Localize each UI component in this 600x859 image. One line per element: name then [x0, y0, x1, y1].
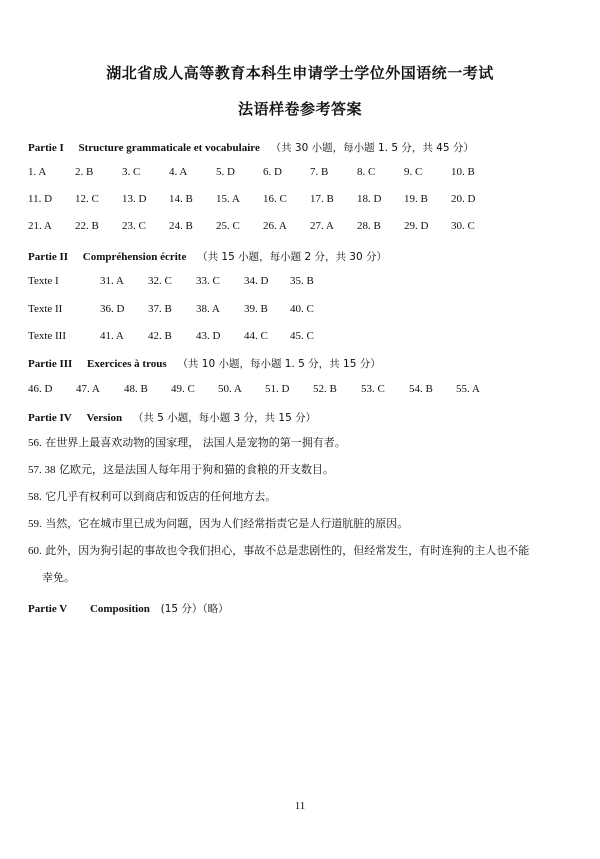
texte-label: Texte II	[28, 303, 63, 315]
item-number: 58.	[28, 491, 42, 503]
page-number: 11	[294, 800, 306, 812]
answer-item: 35. B	[290, 275, 314, 287]
answer-item: 27. A	[310, 220, 334, 232]
part5-heading	[28, 601, 229, 616]
answer-item: 12. C	[75, 193, 99, 205]
answer-item: 19. B	[404, 193, 428, 205]
texte-label: Texte I	[28, 275, 59, 287]
answer-item: 20. D	[451, 193, 476, 205]
answer-item: 54. B	[409, 383, 433, 395]
answer-item: 47. A	[76, 383, 100, 395]
item-text: 此外，因为狗引起的事故也令我们担心，事故不总是悲剧性的，但经常发生，有时连狗的主人也不能	[45, 544, 530, 557]
answer-item: 8. C	[357, 166, 376, 178]
part5-name: Composition	[89, 603, 150, 615]
answer-item: 22. B	[75, 220, 99, 232]
answer-item: 24. B	[169, 220, 193, 232]
answer-item: 33. C	[196, 275, 220, 287]
part3-score: （共 10 小题，每小题 1. 5 分，共 15 分）	[177, 358, 381, 370]
part2-score: （共 15 小题，每小题 2 分，共 30 分）	[197, 251, 388, 263]
answer-item: 43. D	[196, 330, 221, 342]
answer-item: 45. C	[290, 330, 314, 342]
answer-item: 14. B	[169, 193, 193, 205]
answer-item: 17. B	[310, 193, 334, 205]
answer-item: 41. A	[100, 330, 124, 342]
answer-item: 50. A	[218, 383, 242, 395]
answer-item: 1. A	[28, 166, 47, 178]
item-text-continued: 幸免。	[42, 571, 75, 584]
part1-label: Partie I	[28, 142, 64, 154]
answer-item: 11. D	[28, 193, 53, 205]
answer-item: 39. B	[244, 303, 268, 315]
part3-heading	[28, 356, 381, 371]
part1-name: Structure grammaticale et vocabulaire	[78, 142, 260, 154]
translation-item	[28, 486, 588, 508]
answer-item: 44. C	[244, 330, 268, 342]
answer-item: 55. A	[456, 383, 480, 395]
answer-item: 38. A	[196, 303, 220, 315]
part3-name: Exercices à trous	[87, 358, 167, 370]
part4-label: Partie IV	[28, 412, 72, 424]
answer-item: 10. B	[451, 166, 475, 178]
answer-item: 48. B	[124, 383, 148, 395]
answer-item: 30. C	[451, 220, 475, 232]
part5-label: Partie V	[28, 603, 68, 615]
answer-item: 5. D	[216, 166, 235, 178]
answer-item: 28. B	[357, 220, 381, 232]
translation-item	[28, 540, 588, 589]
answer-item: 49. C	[171, 383, 195, 395]
answer-item: 31. A	[100, 275, 124, 287]
document-title: 湖北省成人高等教育本科生申请学士学位外国语统一考试	[106, 64, 494, 82]
part4-name: Version	[86, 412, 123, 424]
answer-item: 13. D	[122, 193, 147, 205]
item-text: 它几乎有权利可以到商店和饭店的任何地方去。	[45, 490, 277, 503]
answer-item: 52. B	[313, 383, 337, 395]
answer-item: 42. B	[148, 330, 172, 342]
answer-item: 53. C	[361, 383, 385, 395]
answer-item: 51. D	[265, 383, 290, 395]
answer-item: 15. A	[216, 193, 240, 205]
answer-item: 7. B	[310, 166, 329, 178]
answer-item: 21. A	[28, 220, 52, 232]
answer-item: 4. A	[169, 166, 188, 178]
answer-item: 40. C	[290, 303, 314, 315]
part2-name: Compréhension écrite	[82, 251, 187, 263]
item-number: 56.	[28, 437, 42, 449]
part4-score: （共 5 小题，每小题 3 分，共 15 分）	[132, 412, 317, 424]
answer-item: 16. C	[263, 193, 287, 205]
item-number: 60.	[28, 545, 42, 557]
item-text: 在世界上最喜欢动物的国家理， 法国人是宠物的第一拥有者。	[45, 436, 346, 449]
answer-item: 9. C	[404, 166, 423, 178]
answer-item: 23. C	[122, 220, 146, 232]
answer-item: 26. A	[263, 220, 287, 232]
translation-item	[28, 459, 588, 481]
answer-item: 36. D	[100, 303, 125, 315]
part4-heading	[28, 410, 316, 425]
answer-item: 32. C	[148, 275, 172, 287]
answer-item: 34. D	[244, 275, 269, 287]
item-number: 59.	[28, 518, 42, 530]
part1-heading	[28, 140, 474, 155]
part5-score: (15 分）（略）	[160, 603, 229, 615]
answer-item: 46. D	[28, 383, 53, 395]
part2-heading	[28, 249, 387, 264]
texte-label: Texte III	[28, 330, 67, 342]
item-text: 亿欧元，这是法国人每年用于狗和猫的食粮的开支数目。	[59, 463, 334, 476]
part3-label: Partie III	[28, 358, 73, 370]
answer-item: 18. D	[357, 193, 382, 205]
document-subtitle: 法语样卷参考答案	[237, 100, 362, 118]
answer-item: 37. B	[148, 303, 172, 315]
part1-score: （共 30 小题，每小题 1. 5 分，共 45 分）	[270, 142, 474, 154]
translation-item	[28, 513, 588, 535]
answer-item: 29. D	[404, 220, 429, 232]
answer-item: 25. C	[216, 220, 240, 232]
answer-item: 3. C	[122, 166, 141, 178]
translation-item	[28, 432, 588, 454]
answer-item: 2. B	[75, 166, 94, 178]
part2-label: Partie II	[28, 251, 69, 263]
item-number: 57. 38	[28, 464, 56, 476]
item-text: 当然，它在城市里已成为问题，因为人们经常指责它是人行道肮脏的原因。	[45, 517, 409, 530]
answer-item: 6. D	[263, 166, 282, 178]
